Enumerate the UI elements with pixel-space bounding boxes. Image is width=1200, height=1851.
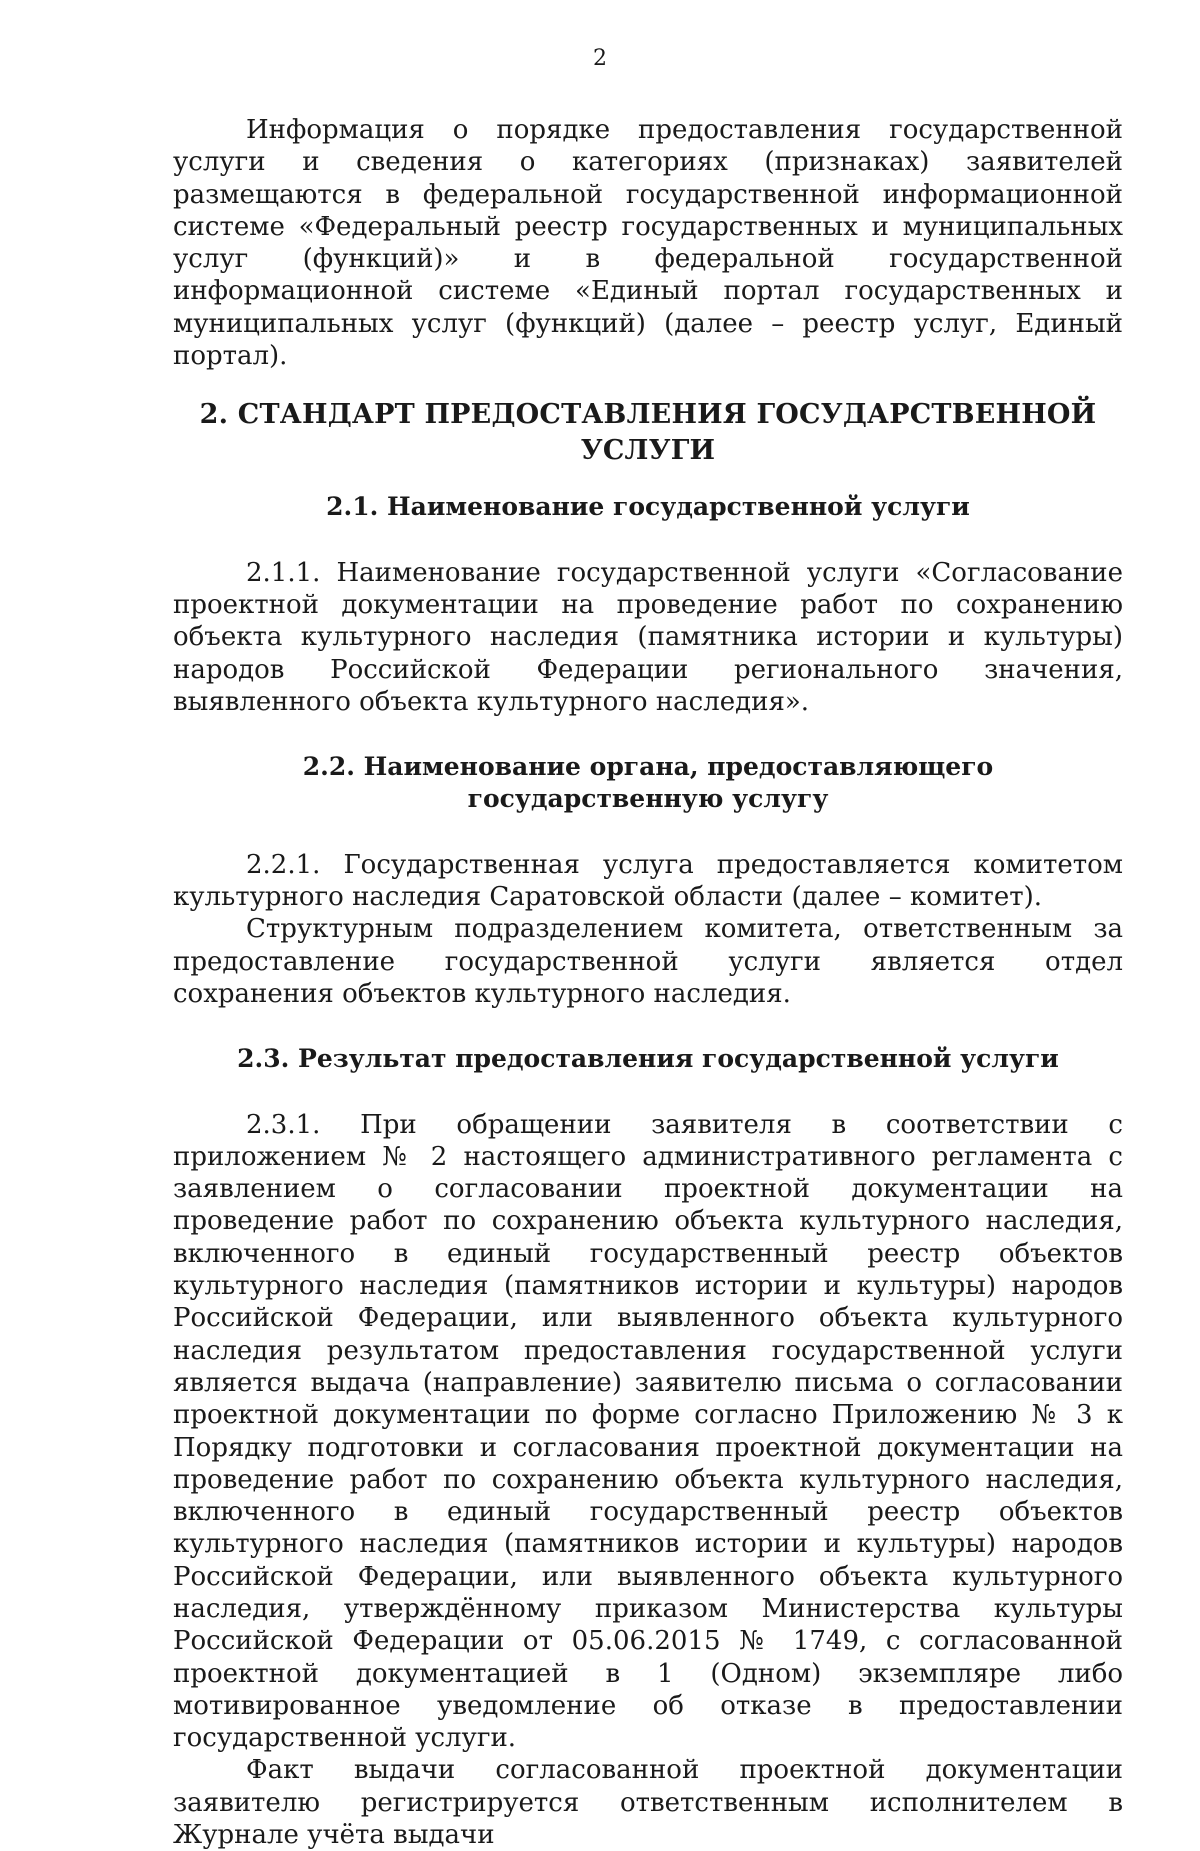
page-number: 2 [593, 46, 607, 71]
document-body [173, 114, 1123, 1851]
paragraph-2-2-1: 2.2.1. Государственная услуга предоставляется комитетом культурного наследия Саратовской области (далее – комитет). [173, 849, 1123, 913]
subsection-heading-2-2-line1: 2.2. Наименование органа, предоставляющего [302, 752, 994, 782]
subsection-heading-2-3: 2.3. Результат предоставления государственной услуги [237, 1044, 1059, 1074]
paragraph-2-1-1: 2.1.1. Наименование государственной услуги «Согласование проектной документации на проведение работ по сохранению объекта культурного наследия (памятника истории и культуры) народов Российской Федерации регионального значения, выявленного объекта культурного наследия». [173, 557, 1123, 717]
subsection-heading-2-2 [173, 751, 1123, 816]
subsection-heading-2-1: 2.1. Наименование государственной услуги [326, 492, 970, 522]
intro-paragraph: Информация о порядке предоставления государственной услуги и сведения о категориях (признаках) заявителей размещаются в федеральной государственной информационной системе «Федеральный реестр государственных и муниципальных услуг (функций)» и в федеральной государственной информационной системе «Единый портал государственных и муниципальных услуг (функций) (далее – реестр услуг, Единый портал). [173, 115, 1123, 372]
subsection-heading-2-2-line2: государственную услугу [467, 784, 829, 814]
paragraph-2-3-1: 2.3.1. При обращении заявителя в соответствии с приложением № 2 настоящего административного регламента с заявлением о согласовании проектной документации на проведение работ по сохранению объекта культурного наследия, включенного в единый государственный реестр объектов культурного наследия (памятников истории и культуры) народов Российской Федерации, или выявленного объекта культурного наследия результатом предоставления государственной услуги является выдача (направление) заявителю письма о согласовании проектной документации по форме согласно Приложению № 3 к Порядку подготовки и согласования проектной документации на проведение работ по сохранению объекта культурного наследия, включенного в единый государственный реестр объектов культурного наследия (памятников истории и культуры) народов Российской Федерации, или выявленного объекта культурного наследия, утверждённому приказом Министерства культуры Российской Федерации от 05.06.2015 № 1749, с согласованной проектной документацией в 1 (Одном) экземпляре либо мотивированное уведомление об отказе в предоставлении государственной услуги. [173, 1109, 1123, 1754]
paragraph-2-2-structural-unit: Структурным подразделением комитета, ответственным за предоставление государственной услуги является отдел сохранения объектов культурного наследия. [173, 914, 1123, 1009]
section-title: 2. СТАНДАРТ ПРЕДОСТАВЛЕНИЯ ГОСУДАРСТВЕННОЙ УСЛУГИ [199, 399, 1097, 467]
paragraph-2-3-issuance-fact: Факт выдачи согласованной проектной документации заявителю регистрируется ответственным исполнителем в Журнале учёта выдачи [173, 1755, 1123, 1851]
